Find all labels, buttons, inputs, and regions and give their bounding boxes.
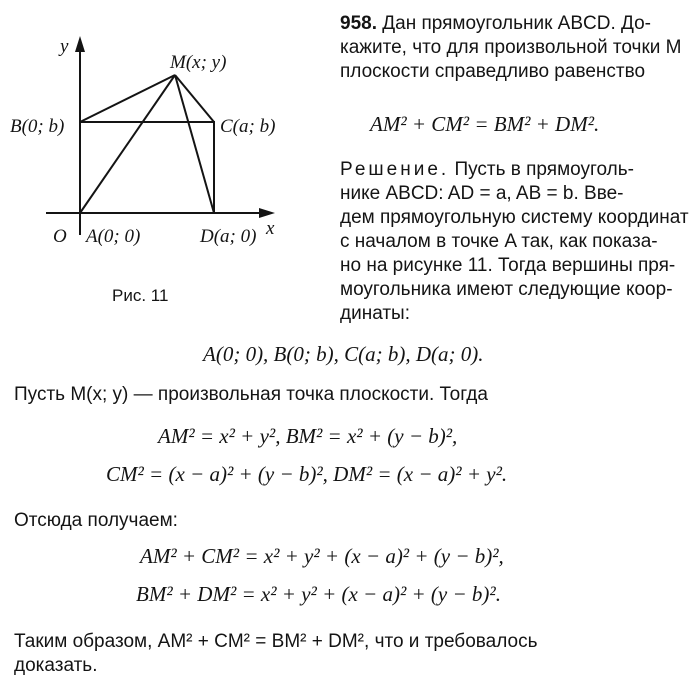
conclusion-line-2: доказать. <box>14 655 98 676</box>
statement-line-3: плоскости справедливо равенство <box>340 61 646 82</box>
point-d-label: D(a; 0) <box>200 226 257 247</box>
point-m-label: M(x; y) <box>170 52 227 73</box>
solution-line-2: нике ABCD: AD = a, AB = b. Вве- <box>340 183 624 204</box>
origin-label: O <box>53 226 67 247</box>
solution-paragraph <box>340 158 690 326</box>
let-m-line: Пусть M(x; y) — произвольная точка плоскости. Тогда <box>14 384 488 405</box>
solution-line-5: но на рисунке 11. Тогда вершины пря- <box>340 255 676 276</box>
solution-line-6: моугольника имеют следующие коор- <box>340 279 673 300</box>
segment-mb <box>80 75 175 122</box>
statement-line-2: кажите, что для произвольной точки M <box>340 37 682 58</box>
solution-line-7: динаты: <box>340 303 410 324</box>
figure-caption: Рис. 11 <box>112 286 169 305</box>
point-b-label: B(0; b) <box>10 116 65 137</box>
sum-equation-1: AM² + CM² = x² + y² + (x − a)² + (y − b)², <box>140 544 504 568</box>
equation-cm-dm: CM² = (x − a)² + (y − b)², DM² = (x − a)² + y². <box>106 462 508 486</box>
solution-line-1: Пусть в прямоуголь- <box>454 159 634 180</box>
conclusion-line-1: Таким образом, AM² + CM² = BM² + DM², что и требовалось <box>14 631 538 652</box>
solution-line-4: с началом в точке A так, как показа- <box>340 231 658 252</box>
point-a-label: A(0; 0) <box>86 226 141 247</box>
figure-11 <box>0 0 320 330</box>
rectangle-abcd <box>80 122 214 213</box>
solution-line-3: дем прямоугольную систему координат <box>340 207 689 228</box>
x-axis-label: x <box>266 218 275 239</box>
main-equation: AM² + CM² = BM² + DM². <box>370 112 600 136</box>
problem-number: 958. <box>340 13 377 34</box>
segment-ma <box>80 75 175 213</box>
conclusion <box>14 630 694 678</box>
point-c-label: C(a; b) <box>220 116 276 137</box>
sum-equation-2: BM² + DM² = x² + y² + (x − a)² + (y − b)². <box>136 582 501 606</box>
equation-am-bm: AM² = x² + y², BM² = x² + (y − b)², <box>158 424 458 448</box>
problem-statement <box>340 12 690 84</box>
solution-heading: Решение. <box>340 159 450 180</box>
hence-line: Отсюда получаем: <box>14 510 178 531</box>
vertices-coordinates: A(0; 0), B(0; b), C(a; b), D(a; 0). <box>203 342 484 366</box>
y-axis-arrow <box>75 36 85 52</box>
y-axis-label: y <box>60 36 69 57</box>
segment-md <box>175 75 214 213</box>
x-axis-arrow <box>259 208 275 218</box>
statement-line-1: Дан прямоугольник ABCD. До- <box>382 13 651 34</box>
